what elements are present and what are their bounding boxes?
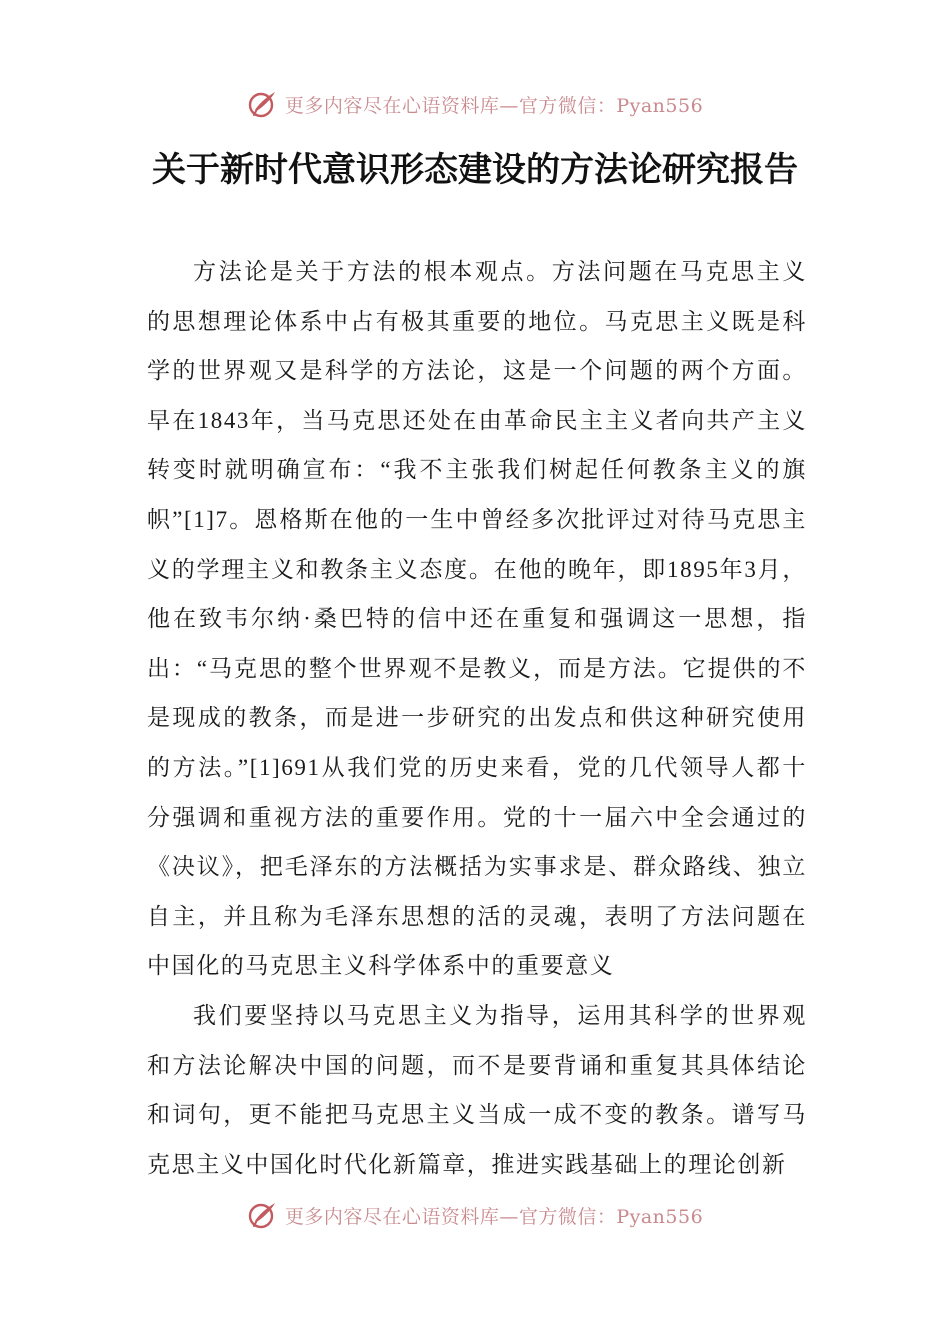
paragraph-1: 方法论是关于方法的根本观点。方法问题在马克思主义的思想理论体系中占有极其重要的地位。马克思主义既是科学的世界观又是科学的方法论，这是一个问题的两个方面。早在1843年，当马克思还处在由革命民主主义者向共产主义转变时就明确宣布：“我不主张我们树起任何教条主义的旗帜”[1]7。恩格斯在他的一生中曾经多次批评过对待马克思主义的学理主义和教条主义态度。在他的晚年，即1895年3月，他在致韦尔纳·桑巴特的信中还在重复和强调这一思想，指出：“马克思的整个世界观不是教义，而是方法。它提供的不是现成的教条，而是进一步研究的出发点和供这种研究使用的方法。”[1]691从我们党的历史来看，党的几代领导人都十分强调和重视方法的重要作用。党的十一届六中全会通过的《决议》，把毛泽东的方法概括为实事求是、群众路线、独立自主，并且称为毛泽东思想的活的灵魂，表明了方法问题在中国化的马克思主义科学体系中的重要意义 (147, 259, 807, 979)
paragraph-2: 我们要坚持以马克思主义为指导，运用其科学的世界观和方法论解决中国的问题，而不是要背诵和重复其具体结论和词句，更不能把马克思主义当成一成不变的教条。谱写马克思主义中国化时代化新篇章，推进实践基础上的理论创新 (147, 1002, 807, 1177)
footer-watermark (0, 1203, 950, 1237)
watermark-text: 更多内容尽在心语资料库—官方微信：Pyan556 (284, 1205, 704, 1228)
document-body (147, 247, 807, 1189)
feather-pen-seal-icon (247, 1203, 279, 1231)
header-watermark (0, 84, 950, 124)
watermark-text: 更多内容尽在心语资料库—官方微信：Pyan556 (284, 94, 704, 117)
feather-pen-seal-icon (247, 88, 279, 120)
document-title: 关于新时代意识形态建设的方法论研究报告 (152, 150, 798, 190)
